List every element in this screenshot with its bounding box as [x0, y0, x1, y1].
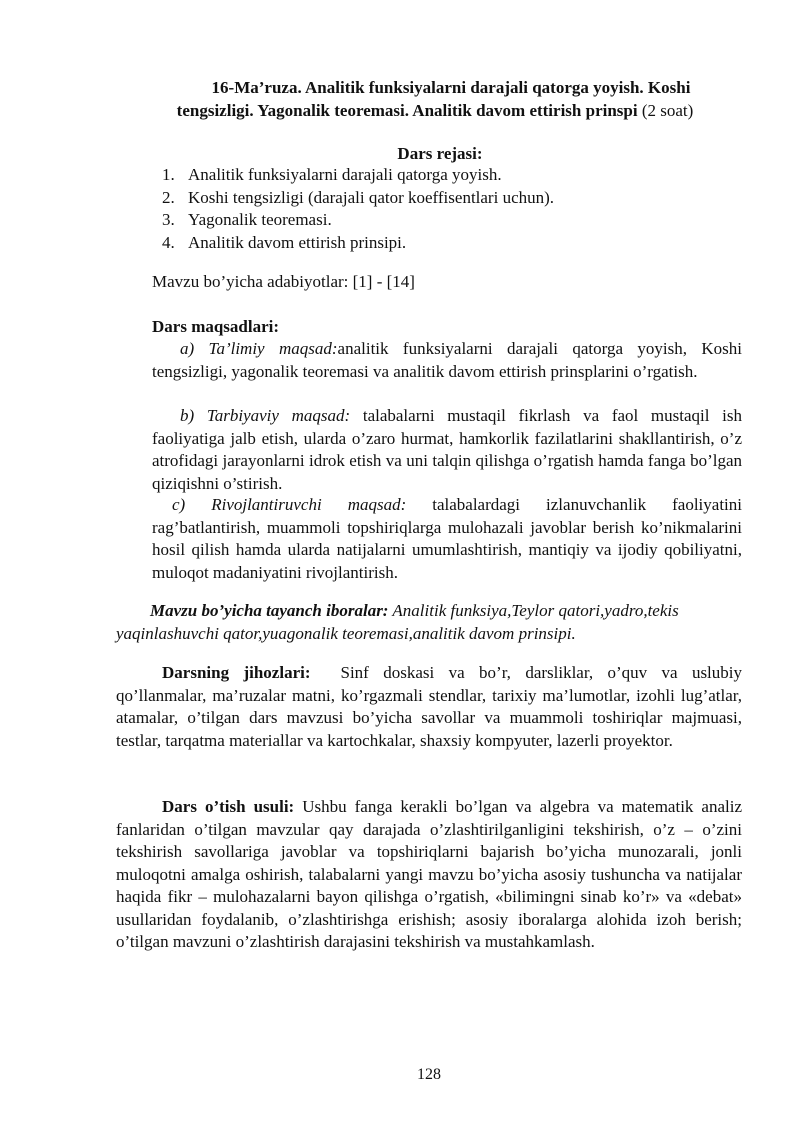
- plan-item: [162, 209, 554, 232]
- plan-list: [162, 164, 554, 254]
- plan-item-text: Koshi tengsizligi (darajali qator koeffisentlari uchun).: [188, 187, 555, 207]
- goal-developmental: [152, 494, 742, 584]
- plan-item-number: 4.: [162, 232, 175, 252]
- plan-item-number: 1.: [162, 165, 175, 184]
- goal-upbringing: [152, 405, 742, 495]
- title-line-2: tengsizligi. Yagonalik teoremasi. Analitik davom ettirish prinspi: [176, 100, 638, 120]
- goal-label: b) Tarbiyaviy maqsad:: [180, 406, 351, 425]
- method-paragraph: [116, 796, 742, 954]
- goal-text: analitik funksiyalarni darajali qatorga yoyish, Koshi tengsizligi, yagonalik teoremasi va analitik davom ettirish prinsplarini o’rgatish.: [152, 339, 742, 381]
- plan-item: [162, 187, 554, 210]
- goal-educational: [152, 338, 742, 383]
- plan-item-number: 3.: [162, 210, 175, 229]
- plan-item: [162, 164, 554, 187]
- lecture-title: [120, 77, 750, 122]
- plan-item-text: Analitik davom ettirish prinsipi.: [188, 232, 407, 252]
- keywords-text: Analitik funksiya,Teylor qatori,yadro,tekis yaqinlashuvchi qator,yuagonalik teoremasi,analitik davom prinsipi.: [116, 601, 679, 643]
- plan-item-text: Yagonalik teoremasi.: [188, 210, 332, 229]
- title-line-1: 16-Ma’ruza. Analitik funksiyalarni darajali qatorga yoyish. Koshi: [211, 78, 691, 97]
- plan-heading: Dars rejasi:: [397, 144, 483, 163]
- goal-text: talabalardagi izlanuvchanlik faoliyatini rag’batlantirish, muammoli topshiriqlarga mulohazali javoblar berish ko’nikmalarini hosil qilish hamda ularda natijalarni umumlashtirish, mantiqiy va ijodiy qobiliyatni, muloqot madaniyatini rivojlantirish.: [152, 495, 742, 582]
- keywords-paragraph: [116, 600, 746, 645]
- plan-item-number: 2.: [162, 187, 175, 207]
- goals-heading: Dars maqsadlari:: [152, 317, 280, 336]
- plan-item-text: Analitik funksiyalarni darajali qatorga yoyish.: [188, 165, 502, 184]
- goal-text: talabalarni mustaqil fikrlash va faol mustaqil ish faoliyatiga jalb etish, ularda o’zaro hurmat, hamkorlik fazilatlarini shakllantirish, o’z atrofidagi jarayonlarni idrok etish va uni talqin qilishga o’rgatish hamda fanga bo’lgan qiziqishni o’stirish.: [152, 406, 742, 493]
- plan-item: [162, 232, 554, 255]
- equipment-text: Sinf doskasi va bo’r, darsliklar, o’quv va uslubiy qo’llanmalar, ma’ruzalar matni, ko’rgazmali stendlar, tarixiy ma’lumotlar, izohli lug’atlar, atamalar, o’tilgan dars mavzusi bo’yicha savollar va muammoli toshiriqlar majmuasi, testlar, tarqatma materiallar va kartochkalar, shaxsiy kompyuter, lazerli proyektor.: [116, 663, 743, 750]
- equipment-paragraph: [116, 662, 742, 752]
- goal-label: c) Rivojlantiruvchi maqsad:: [172, 495, 407, 514]
- equipment-label: Darsning jihozlari:: [162, 663, 311, 682]
- method-text: Ushbu fanga kerakli bo’lgan va algebra va matematik analiz fanlaridan o’tilgan mavzular qay darajada o’zlashtirilganligini tekshirish, o’z – o’zini tekshirish savollariga javoblar va topshiriqlarni bajarish bo’yicha munozarali, jonli muloqotni amalga oshirish, talabalarni yangi mavzu bo’yicha asosiy tushuncha va natijalar haqida fikr – mulohazalarni bayon qilishga o’rgatish, «bilimingni sinab ko’r» va «debat» usullaridan foydalanib, o’zlashtirishga erishish; asosiy iboralarga alohida izoh berish; o’tilgan mavzuni o’zlashtirish darajasini tekshirish va mustahkamlash.: [116, 797, 743, 951]
- keywords-label: Mavzu bo’yicha tayanch iboralar:: [150, 601, 389, 620]
- method-label: Dars o’tish usuli:: [162, 797, 295, 816]
- page-number: 128: [417, 1066, 441, 1083]
- literature-line: Mavzu bo’yicha adabiyotlar: [1] - [14]: [152, 272, 415, 291]
- goal-label: a) Ta’limiy maqsad:: [180, 339, 338, 358]
- title-duration: (2 soat): [641, 100, 694, 120]
